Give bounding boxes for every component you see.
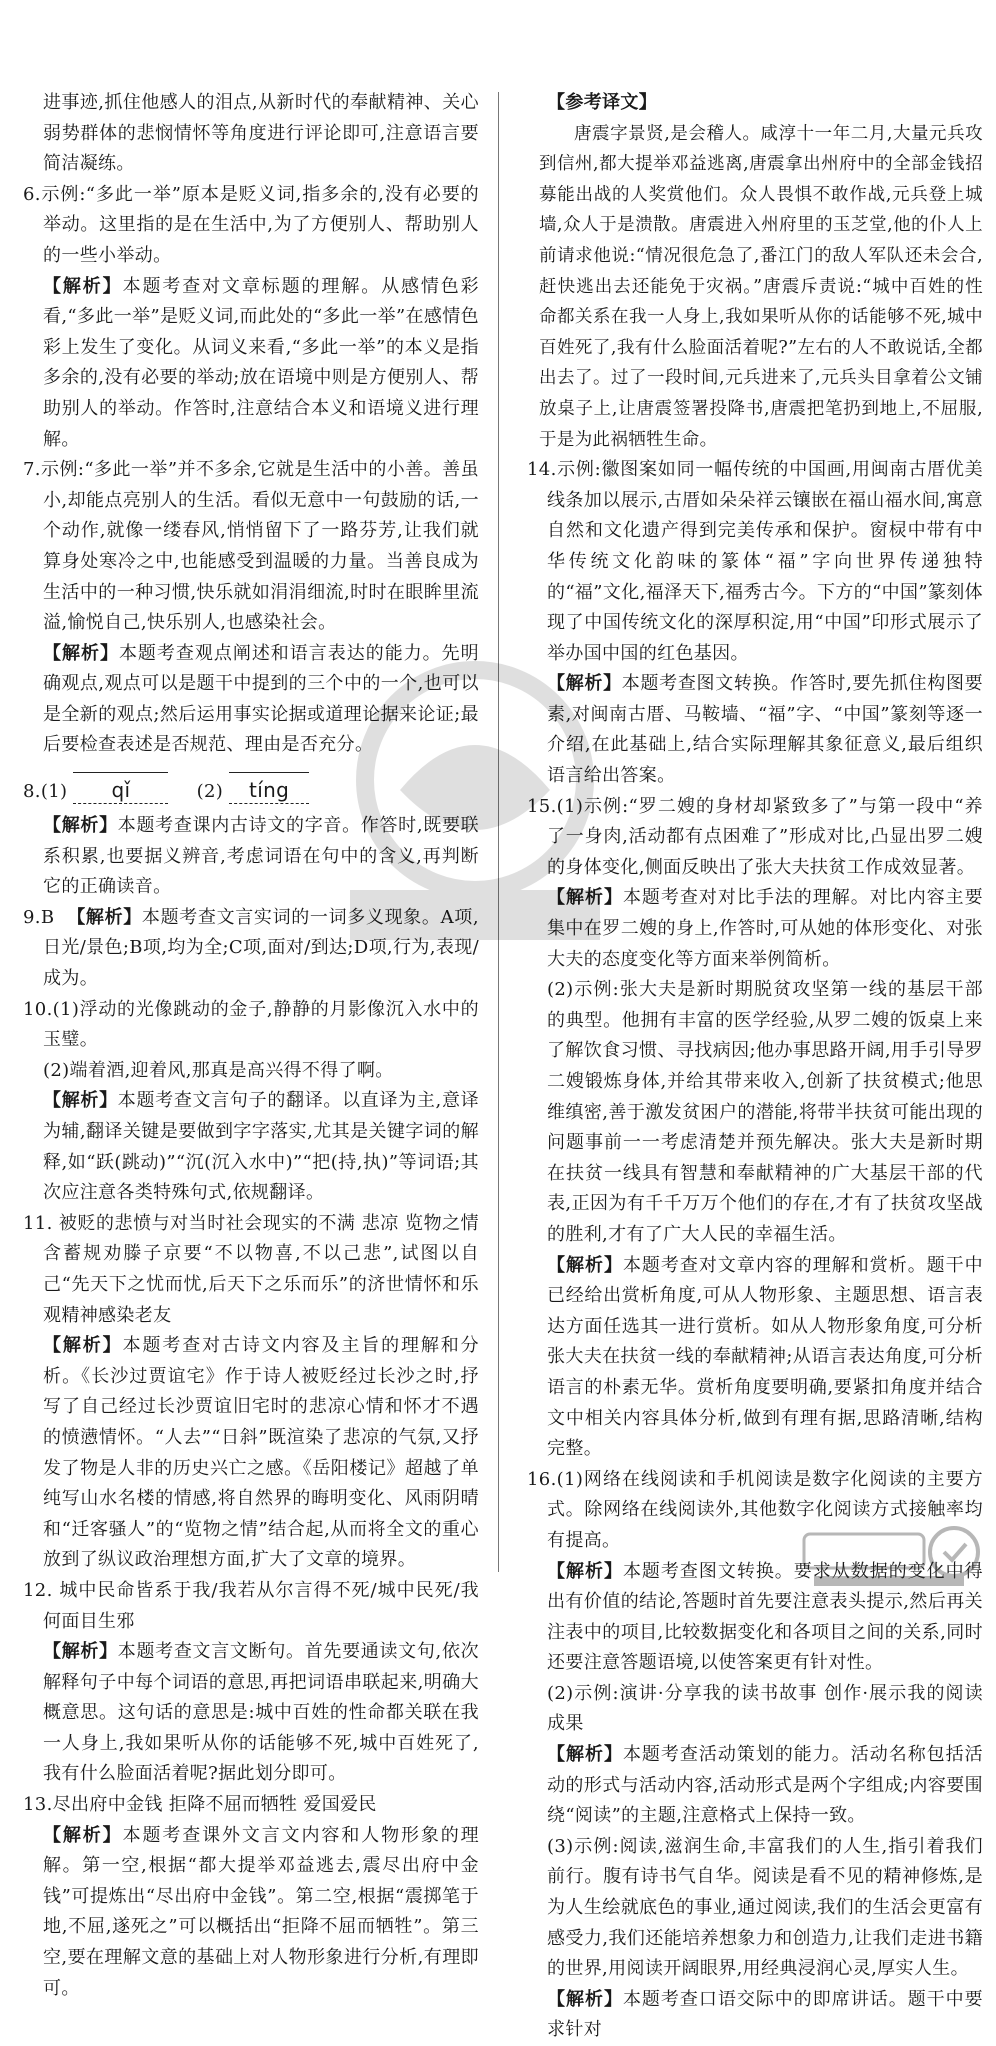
q13-analysis — [23, 1821, 479, 2005]
column-divider — [498, 92, 499, 1572]
analysis-tag: 【解析】 — [547, 1254, 623, 1276]
analysis-text: 本题考查口语交际中的即席讲话。题干中要求针对 — [547, 1988, 983, 2041]
analysis-text: 本题考查课外文言文内容和人物形象的理解。第一空,根据“都大提举邓益逃去,震尽出府中金钱”可提炼出“尽出府中金钱”。第二空,根据“震掷笔于地,不屈,遂死之”可以概括出“拒降不屈而牺牲”。第三空,要在理解文意的基础上对人物形象进行分析,有理即可。 — [43, 1824, 479, 1999]
q15-answer-1: 15.(1)示例:“罗二嫂的身材却紧致多了”与第一段中“养了一身肉,活动都有点困难了”形成对比,凸显出罗二嫂的身体变化,侧面反映出了张大夫扶贫工作成效显著。 — [527, 795, 983, 878]
q14-answer: 14.示例:徽图案如同一幅传统的中国画,用闽南古厝优美线条加以展示,古厝如朵朵祥云镶嵌在福山福水间,寓意自然和文化遗产得到完美传承和保护。窗棂中带有中华传统文化韵味的篆体“福”字向世界传递独特的“福”文化,福泽天下,福秀古今。下方的“中国”篆刻体现了中国传统文化的深厚积淀,用“中国”印形式展示了举办国中国的红色基因。 — [527, 459, 983, 664]
q15-answer-2: (2)示例:张大夫是新时期脱贫攻坚第一线的基层干部的典型。他拥有丰富的医学经验,从罗二嫂的饭桌上来了解饮食习惯、寻找病因;他办事思路开阔,用手引导罗二嫂锻炼身体,并给其带来收入,创新了扶贫模式;他思维缜密,善于激发贫困户的潜能,将带半扶贫可能出现的问题事前一一考虑清楚并预先解决。张大夫是新时期在扶贫一线具有智慧和奉献精神的广大基层干部的代表,正因为有千千万万个他们的存在,才有了扶贫攻坚战的胜利,才有了广大人民的幸福生活。 — [547, 979, 983, 1245]
analysis-text: 本题考查文言文断句。首先要通读文句,依次解释句子中每个词语的意思,再把词语串联起来,明确大概意思。这句话的意思是:城中百姓的性命都关联在我一人身上,我如果听从你的话能够不死,城中百姓死了,我有什么脸面活着呢?据此划分即可。 — [43, 1641, 479, 1785]
q11-analysis — [23, 1331, 479, 1576]
analysis-tag: 【解析】 — [67, 906, 142, 928]
q9-answer — [23, 903, 479, 995]
analysis-text: 本题考查课内古诗文的字音。作答时,既要联系积累,也要据义辨音,考虑词语在句中的含义,再判断它的正确读音。 — [43, 815, 479, 898]
analysis-tag: 【解析】 — [547, 1744, 623, 1766]
analysis-text: 本题考查对文章标题的理解。从感情色彩看,“多此一举”是贬义词,而此处的“多此一举”在感情色彩上发生了变化。从词义来看,“多此一举”的本义是指多余的,没有必要的举动;放在语境中则是方便别人、帮助别人的举动。作答时,注意结合本义和语境义进行理解。 — [43, 275, 479, 450]
analysis-tag: 【解析】 — [547, 673, 622, 695]
analysis-text: 本题考查观点阐述和语言表达的能力。先明确观点,观点可以是题干中提到的三个中的一个,也可以是全新的观点;然后运用事实论据或道理论据来论证;最后要检查表述是否规范、理由是否充分。 — [43, 642, 479, 756]
analysis-tag: 【解析】 — [43, 642, 119, 664]
q8-analysis — [23, 811, 479, 903]
pinyin-blank-1: qǐ — [73, 775, 168, 806]
analysis-text: 本题考查对文章内容的理解和赏析。题干中已经给出赏析角度,可从人物形象、主题思想、语言表达方面任选其一进行赏析。如从人物形象角度,可分析张大夫在扶贫一线的奉献精神;从语言表达角度,可分析语言的朴素无华。赏析角度要明确,要紧扣角度并结合文中相关内容具体分析,做到有理有据,思路清晰,结构完整。 — [547, 1254, 983, 1460]
q12-analysis — [23, 1637, 479, 1790]
q10-analysis — [23, 1086, 479, 1208]
q11-answer: 11. 被贬的悲愤与对当时社会现实的不满 悲凉 览物之情 含蓄规劝滕子京要“不以物喜,不以己悲”,试图以自己“先天下之忧而忧,后天下之乐而乐”的济世情怀和乐观精神感染老友 — [23, 1212, 479, 1326]
analysis-text: 本题考查文言句子的翻译。以直译为主,意译为辅,翻译关键是要做到字字落实,尤其是关键字词的解释,如“跃(跳动)”“沉(沉入水中)”“把(持,执)”等词语;其次应注意各类特殊句式,依规翻译。 — [43, 1090, 479, 1204]
analysis-tag: 【解析】 — [43, 1090, 118, 1112]
pinyin-blank-2: tíng — [229, 775, 309, 806]
q16-answer-2: (2)示例:演讲·分享我的读书故事 创作·展示我的阅读成果 — [547, 1682, 983, 1735]
analysis-text: 本题考查对古诗文内容及主旨的理解和分析。《长沙过贾谊宅》作于诗人被贬经过长沙之时,抒写了自己经过长沙贾谊旧宅时的悲凉心情和怀才不遇的愤懑情怀。“人去”“日斜”既渲染了悲凉的气氛,又抒发了物是人非的历史兴亡之感。《岳阳楼记》超越了单纯写山水名楼的情感,将自然界的晦明变化、风雨阴晴和“迁客骚人”的“览物之情”结合起,从而将全文的重心放到了纵议政治理想方面,扩大了文章的境界。 — [43, 1335, 479, 1571]
q13-answer: 13.尽出府中金钱 拒降不屈而牺牲 爱国爱民 — [23, 1794, 377, 1816]
q8-answer — [23, 761, 479, 811]
q6-analysis — [23, 272, 479, 456]
analysis-tag: 【解析】 — [43, 1824, 123, 1846]
analysis-tag: 【解析】 — [43, 275, 123, 297]
analysis-text: 本题考查对对比手法的理解。对比内容主要集中在罗二嫂的身上,作答时,可从她的体形变化、对张大夫的态度变化等方面来举例简析。 — [547, 887, 983, 970]
q16-analysis-2 — [527, 1740, 983, 1832]
q10-answer-2: (2)端着酒,迎着风,那真是高兴得不得了啊。 — [43, 1059, 394, 1081]
q6-answer: 6.示例:“多此一举”原本是贬义词,指多余的,没有必要的举动。这里指的是在生活中,为了方便别人、帮助别人的一些小举动。 — [23, 183, 479, 266]
analysis-text: 本题考查文言实词的一词多义现象。A项,日光/景色;B项,均为全;C项,面对/到达;D项,行为,表现/成为。 — [43, 906, 479, 990]
q14-analysis — [527, 669, 983, 791]
analysis-tag: 【解析】 — [547, 1988, 623, 2010]
analysis-tag: 【解析】 — [547, 887, 623, 909]
analysis-tag: 【解析】 — [43, 1641, 118, 1663]
q16-analysis-3 — [527, 1985, 983, 2046]
q7-answer: 7.示例:“多此一举”并不多余,它就是生活中的小善。善虽小,却能点亮别人的生活。看似无意中一句鼓励的话,一个动作,就像一缕春风,悄悄留下了一路芬芳,让我们就算身处寒冷之中,也能感受到温暖的力量。当善良成为生活中的一种习惯,快乐就如涓涓细流,时时在眼眸里流溢,愉悦自己,快乐别人,也感染社会。 — [23, 459, 479, 634]
left-column — [23, 88, 479, 2004]
analysis-tag: 【解析】 — [43, 815, 118, 837]
analysis-tag: 【解析】 — [547, 1560, 623, 1582]
q5-answer-tail: 进事迹,抓住他感人的泪点,从新时代的奉献精神、关心弱势群体的悲悯情怀等角度进行评论即可,注意语言要简洁凝练。 — [43, 92, 479, 175]
reference-translation-title: 【参考译文】 — [547, 92, 658, 113]
q10-answer-1: 10.(1)浮动的光像跳动的金子,静静的月影像沉入水中的玉璧。 — [23, 998, 479, 1051]
reference-translation: 唐震字景贤,是会稽人。咸淳十一年二月,大量元兵攻到信州,都大提举邓益逃离,唐震拿出州府中的全部金钱招募能出战的人奖赏他们。众人畏惧不敢作战,元兵登上城墙,众人于是溃散。唐震进入州府里的玉芝堂,他的仆人上前请求他说:“情况很危急了,番江门的敌人军队还未会合,赶快逃出去还能免于灾祸。”唐震斥责说:“城中百姓的性命都关系在我一人身上,我如果听从你的话能够不死,城中百姓死了,我有什么脸面活着呢?”左右的人不敢说话,全都出去了。过了一段时间,元兵进来了,元兵头目拿着公文铺放桌子上,让唐震签署投降书,唐震把笔扔到地上,不屈服,于是为此祸牺牲生命。 — [539, 123, 983, 450]
analysis-tag: 【解析】 — [43, 1335, 123, 1357]
analysis-text: 本题考查活动策划的能力。活动名称包括活动的形式与活动内容,活动形式是两个字组成;内容要围绕“阅读”的主题,注意格式上保持一致。 — [547, 1744, 983, 1827]
right-column — [527, 88, 983, 2046]
q15-analysis-1 — [527, 883, 983, 975]
q7-analysis — [23, 639, 479, 761]
analysis-text: 本题考查图文转换。作答时,要先抓住构图要素,对闽南古厝、马鞍墙、“福”字、“中国”篆刻等逐一介绍,在此基础上,结合实际理解其象征意义,最后组织语言给出答案。 — [547, 673, 983, 787]
analysis-text: 本题考查图文转换。要求从数据的变化中得出有价值的结论,答题时首先要注意表头提示,然后再关注表中的项目,比较数据变化和各项目之间的关系,同时还要注意答题语境,以使答案更有针对性。 — [547, 1560, 983, 1674]
q12-answer: 12. 城中民命皆系于我/我若从尔言得不死/城中民死/我何面目生邪 — [23, 1579, 479, 1632]
q9-choice: 9.B — [23, 906, 55, 928]
q16-answer-1: 16.(1)网络在线阅读和手机阅读是数字化阅读的主要方式。除网络在线阅读外,其他数字化阅读方式接触率均有提高。 — [527, 1468, 983, 1551]
q8-prefix-1: 8.(1) — [23, 781, 68, 803]
q16-answer-3: (3)示例:阅读,滋润生命,丰富我们的人生,指引着我们前行。腹有诗书气自华。阅读是看不见的精神修炼,是为人生绘就底色的事业,通过阅读,我们的生活会更富有感受力,我们还能培养想象力和创造力,让我们走进书籍的世界,用阅读开阔眼界,用经典浸润心灵,厚实人生。 — [547, 1835, 983, 1980]
corner-watermark-logo-icon — [794, 1522, 984, 1592]
q8-prefix-2: (2) — [196, 781, 224, 803]
q15-analysis-2 — [527, 1251, 983, 1465]
